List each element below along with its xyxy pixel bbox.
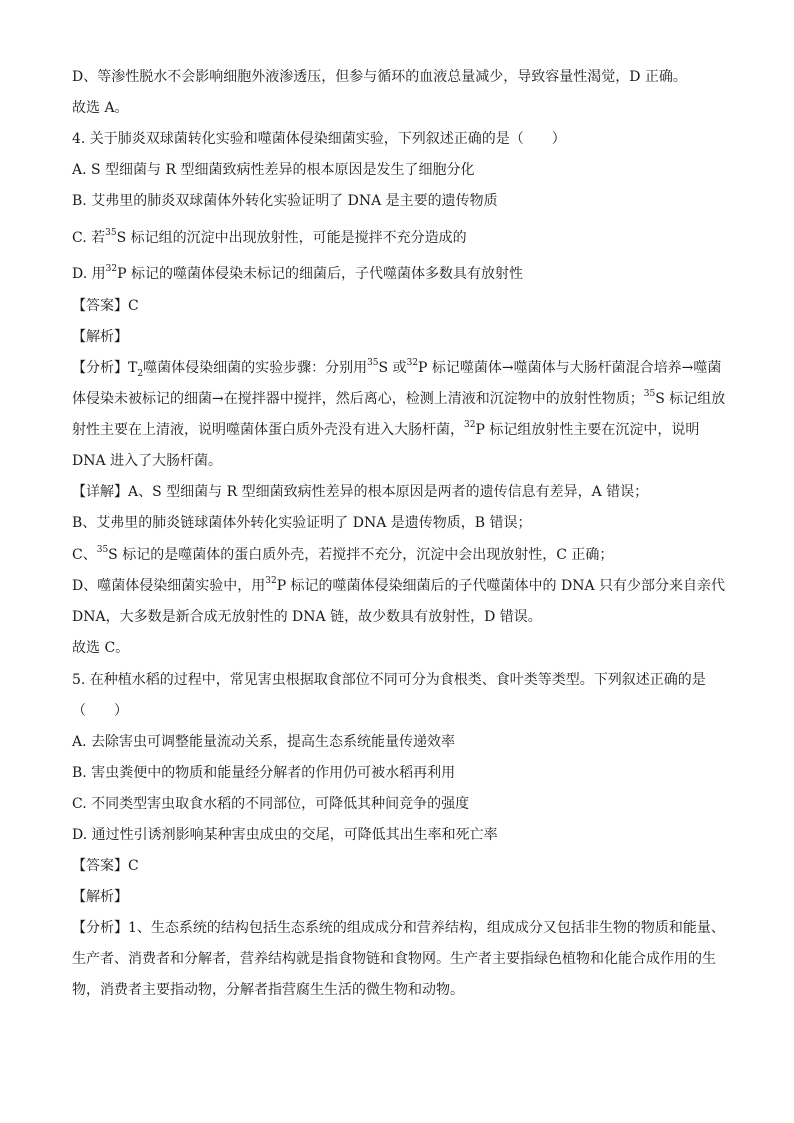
q5-option-d: D. 通过性引诱剂影响某种害虫成虫的交尾，可降低其出生率和死亡率	[72, 827, 498, 843]
q4-stem: 4. 关于肺炎双球菌转化实验和噬菌体侵染细菌实验，下列叙述正确的是（ ）	[72, 131, 566, 147]
q4-analysis-paragraph	[72, 353, 732, 477]
q5-option-b: B. 害虫粪便中的物质和能量经分解者的作用仍可被水稻再利用	[72, 765, 456, 781]
q4-option-d	[72, 265, 732, 283]
q4-option-b: B. 艾弗里的肺炎双球菌体外转化实验证明了 DNA 是主要的遗传物质	[72, 193, 498, 209]
q4-analysis-label: 【解析】	[72, 329, 128, 345]
q4-answer: 【答案】C	[72, 298, 139, 314]
q4-detail-c-text: S 标记的是噬菌体的蛋白质外壳，若搅拌不充分，沉淀中会出现放射性，C 正确；	[108, 547, 614, 563]
q4-detail-c-prefix: C、	[72, 547, 97, 563]
q4-detail-c	[72, 546, 732, 564]
q5-analysis-paragraph: 【分析】1、生态系统的结构包括生态系统的组成成分和营养结构，组成成分又包括非生物的物质和能量、生产者、消费者和分解者，营养结构就是指食物链和食物网。生产者主要指绿色植物和化能合成作用的生物，消费者主要指动物，分解者指营腐生生活的微生物和动物。	[72, 920, 725, 998]
q4-analysis-subscript: 2	[137, 368, 144, 379]
q4-option-a: A. S 型细菌与 R 型细菌致病性差异的根本原因是发生了细胞分化	[72, 162, 475, 178]
q4-option-c-prefix: C. 若	[72, 230, 106, 246]
q5-option-a: A. 去除害虫可调整能量流动关系，提高生态系统能量传递效率	[72, 734, 456, 750]
q5-stem: 5. 在种植水稻的过程中，常见害虫根据取食部位不同可分为食根类、食叶类等类型。下列叙述正确的是（ ）	[72, 672, 706, 719]
q4-analysis-sup-2: 32	[406, 358, 419, 369]
q5-analysis-label: 【解析】	[72, 889, 128, 905]
q4-option-c	[72, 229, 732, 247]
q4-analysis-sup-3: 35	[643, 389, 656, 400]
q4-detail-d-prefix: D、噬菌体侵染细菌实验中，用	[72, 578, 266, 594]
q4-detail-d-text: P 标记的噬菌体侵染细菌后的子代噬菌体中的 DNA 只有少部分来自亲代 DNA，大多数是新合成无放射性的 DNA 链，故少数具有放射性，D 错误。	[72, 578, 726, 625]
q4-option-d-text: P 标记的噬菌体侵染未标记的细菌后，子代噬菌体多数具有放射性	[117, 266, 523, 282]
q4-analysis-d: P 标记噬菌体→噬菌体与大肠杆菌混合培养→噬菌体侵染未被标记的细菌→在搅拌器中搅拌，然后离心，检测上清液和沉淀物中的放射性物质；	[72, 360, 722, 407]
q4-option-d-prefix: D. 用	[72, 266, 106, 282]
q4-detail-b: B、艾弗里的肺炎链球菌体外转化实验证明了 DNA 是遗传物质，B 错误；	[72, 515, 532, 531]
q4-analysis-c: S 或	[378, 360, 407, 376]
q4-analysis-e: S 标记组放射性主要在上清液，说明噬菌体蛋白质外壳没有进入大肠杆菌，	[72, 391, 726, 438]
q4-option-c-text: S 标记组的沉淀中出现放射性，可能是搅拌不充分造成的	[116, 230, 467, 246]
q4-analysis-a: 【分析】T	[72, 360, 138, 376]
q4-option-c-superscript: 35	[105, 228, 117, 239]
q4-analysis-sup-1: 35	[367, 358, 379, 369]
q4-conclusion: 故选 C。	[72, 640, 130, 656]
q4-detail-d	[72, 571, 732, 633]
q4-analysis-b: 噬菌体侵染细菌的实验步骤：分别用	[143, 360, 368, 376]
q5-option-c: C. 不同类型害虫取食水稻的不同部位，可降低其种间竞争的强度	[72, 796, 470, 812]
q5-answer: 【答案】C	[72, 858, 139, 874]
q4-detail-d-superscript: 32	[265, 576, 277, 587]
q4-analysis-sup-4: 32	[464, 420, 476, 431]
q3-option-d-explanation: D、等渗性脱水不会影响细胞外液渗透压，但参与循环的血液总量减少，导致容量性渴觉，D 正确。	[72, 69, 687, 85]
q3-conclusion: 故选 A。	[72, 100, 129, 116]
q4-analysis-f: P 标记组放射性主要在沉淀中，说明 DNA 进入了大肠杆菌。	[72, 422, 700, 469]
q4-option-d-superscript: 32	[105, 264, 118, 275]
q4-detail-c-superscript: 35	[96, 545, 109, 556]
q4-detail-a: 【详解】A、S 型细菌与 R 型细菌致病性差异的根本原因是两者的遗传信息有差异，A 错误；	[72, 484, 649, 500]
